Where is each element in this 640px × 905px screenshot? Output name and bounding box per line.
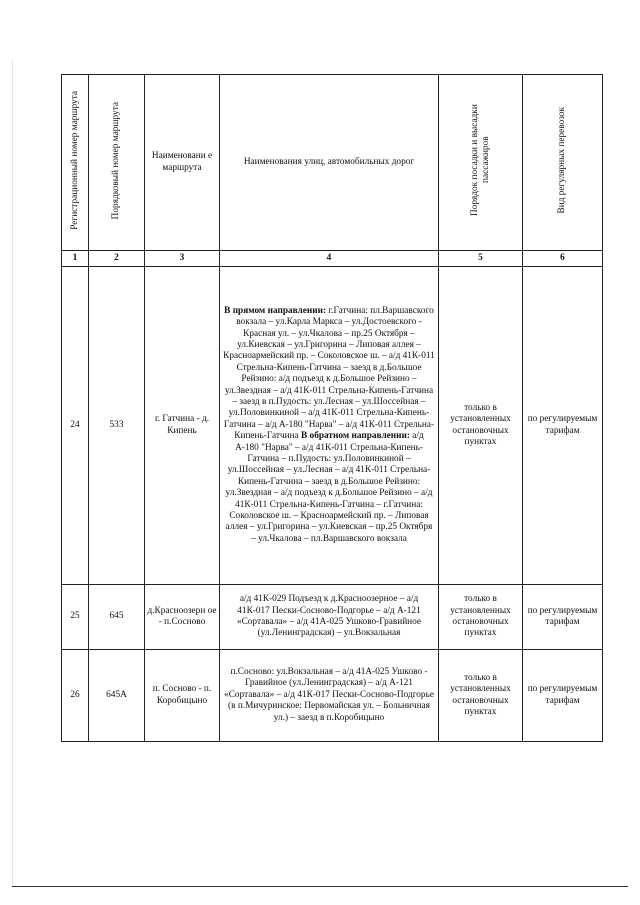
route-streets-cell: п.Сосново: ул.Вокзальная – а/д 41А-025 Ушково - Гравийное (ул.Ленинградская) – а/д А-121 «Сортавала» – а/д 41К-017 Пески-Сосново-Подгорье (в п.Мичуринское: Первомайская ул. – Больничная ул.) – заезд в п.Коробицыно (220, 650, 439, 742)
table-row (62, 650, 603, 742)
reg-number-cell: 25 (62, 585, 89, 650)
header-route-name: Наименовани е маршрута (145, 75, 220, 251)
route-streets-cell: а/д 41К-029 Подъезд к д.Красноозерное – а/д 41К-017 Пески-Сосново-Подгорье – а/д А-121 «Сортавала» – а/д 41А-025 Ушково-Гравийное (ул.Ленинградская) – ул.Вокзальная (220, 585, 439, 650)
route-name-cell: г. Гатчина - д. Кипень (145, 267, 220, 585)
boarding-cell: только в установленных остановочных пунктах (439, 267, 523, 585)
forward-direction-label: В прямом направлении: (224, 305, 327, 316)
column-number: 5 (439, 251, 523, 267)
routes-table (61, 74, 603, 742)
backward-direction-text: а/д А-180 "Нарва" – а/д 41К-011 Стрельна-Кипень-Гатчина – п.Пудость: ул.Половинкиной – ул.Шоссейная – ул.Лесная – а/д 41К-011 Стрельна-Кипень-Гатчина – заезд в д.Большое Рейзино: ул.Звездная – а/д подъезд к д.Большое Рейзино – а/д 41К-011 Стрельна-Кипень-Гатчина – г.Гатчина: Соколовское ш. – Красноармейский пр. – Липовая аллея – ул.Григорина – ул.Киевская – пр.25 Октября – ул.Чкалова – пл.Варшавского вокзала (225, 431, 433, 544)
seq-number-cell: 645А (89, 650, 145, 742)
column-number: 2 (89, 251, 145, 267)
column-number: 6 (523, 251, 603, 267)
header-reg-number: Регистрационный номер маршрута (62, 75, 89, 251)
route-name-cell: п. Сосново - п. Коробицыно (145, 650, 220, 742)
reg-number-cell: 26 (62, 650, 89, 742)
backward-direction-label: В обратном направлении: (301, 431, 410, 442)
header-boarding: Порядок посадки и высадки пассажиров (439, 75, 523, 251)
header-row (62, 75, 603, 251)
route-name-cell: д.Красноозерн ое - п.Сосново (145, 585, 220, 650)
seq-number-cell: 533 (89, 267, 145, 585)
column-number: 4 (220, 251, 439, 267)
transport-type-cell: по регулируемым тарифам (523, 585, 603, 650)
header-seq-number: Порядковый номер маршрута (89, 75, 145, 251)
column-number: 1 (62, 251, 89, 267)
route-streets-cell (220, 267, 439, 585)
transport-type-cell: по регулируемым тарифам (523, 267, 603, 585)
column-number-row (62, 251, 603, 267)
transport-type-cell: по регулируемым тарифам (523, 650, 603, 742)
reg-number-cell: 24 (62, 267, 89, 585)
scan-left-edge (12, 60, 13, 886)
table-row (62, 585, 603, 650)
table-row (62, 267, 603, 585)
header-streets: Наименования улиц, автомобильных дорог (220, 75, 439, 251)
scan-bottom-rule (12, 886, 628, 887)
boarding-cell: только в установленных остановочных пунктах (439, 650, 523, 742)
column-number: 3 (145, 251, 220, 267)
forward-direction-text: г.Гатчина: пл.Варшавского вокзала – ул.Карла Маркса – ул.Достоевского - Красная ул. – ул.Чкалова – пр.25 Октября – ул.Киевская – ул.Григорина – Липовая аллея – Красноармейский пр. – Соколовское ш. – а/д 41К-011 Стрельна-Кипень-Гатчина – заезд в д.Большое Рейзино: а/д подъезд к д.Большое Рейзино – ул.Звездная – а/д 41К-011 Стрельна-Кипень-Гатчина – заезд в п.Пудость: ул.Лесная – ул.Шоссейная – ул.Половинкиной – а/д 41К-011 Стрельна-Кипень-Гатчина – а/д А-180 "Нарва" – а/д 41К-011 Стрельна-Кипень-Гатчина (223, 305, 435, 442)
boarding-cell: только в установленных остановочных пунктах (439, 585, 523, 650)
seq-number-cell: 645 (89, 585, 145, 650)
header-transport-type: Вид регулярных перевозок (523, 75, 603, 251)
